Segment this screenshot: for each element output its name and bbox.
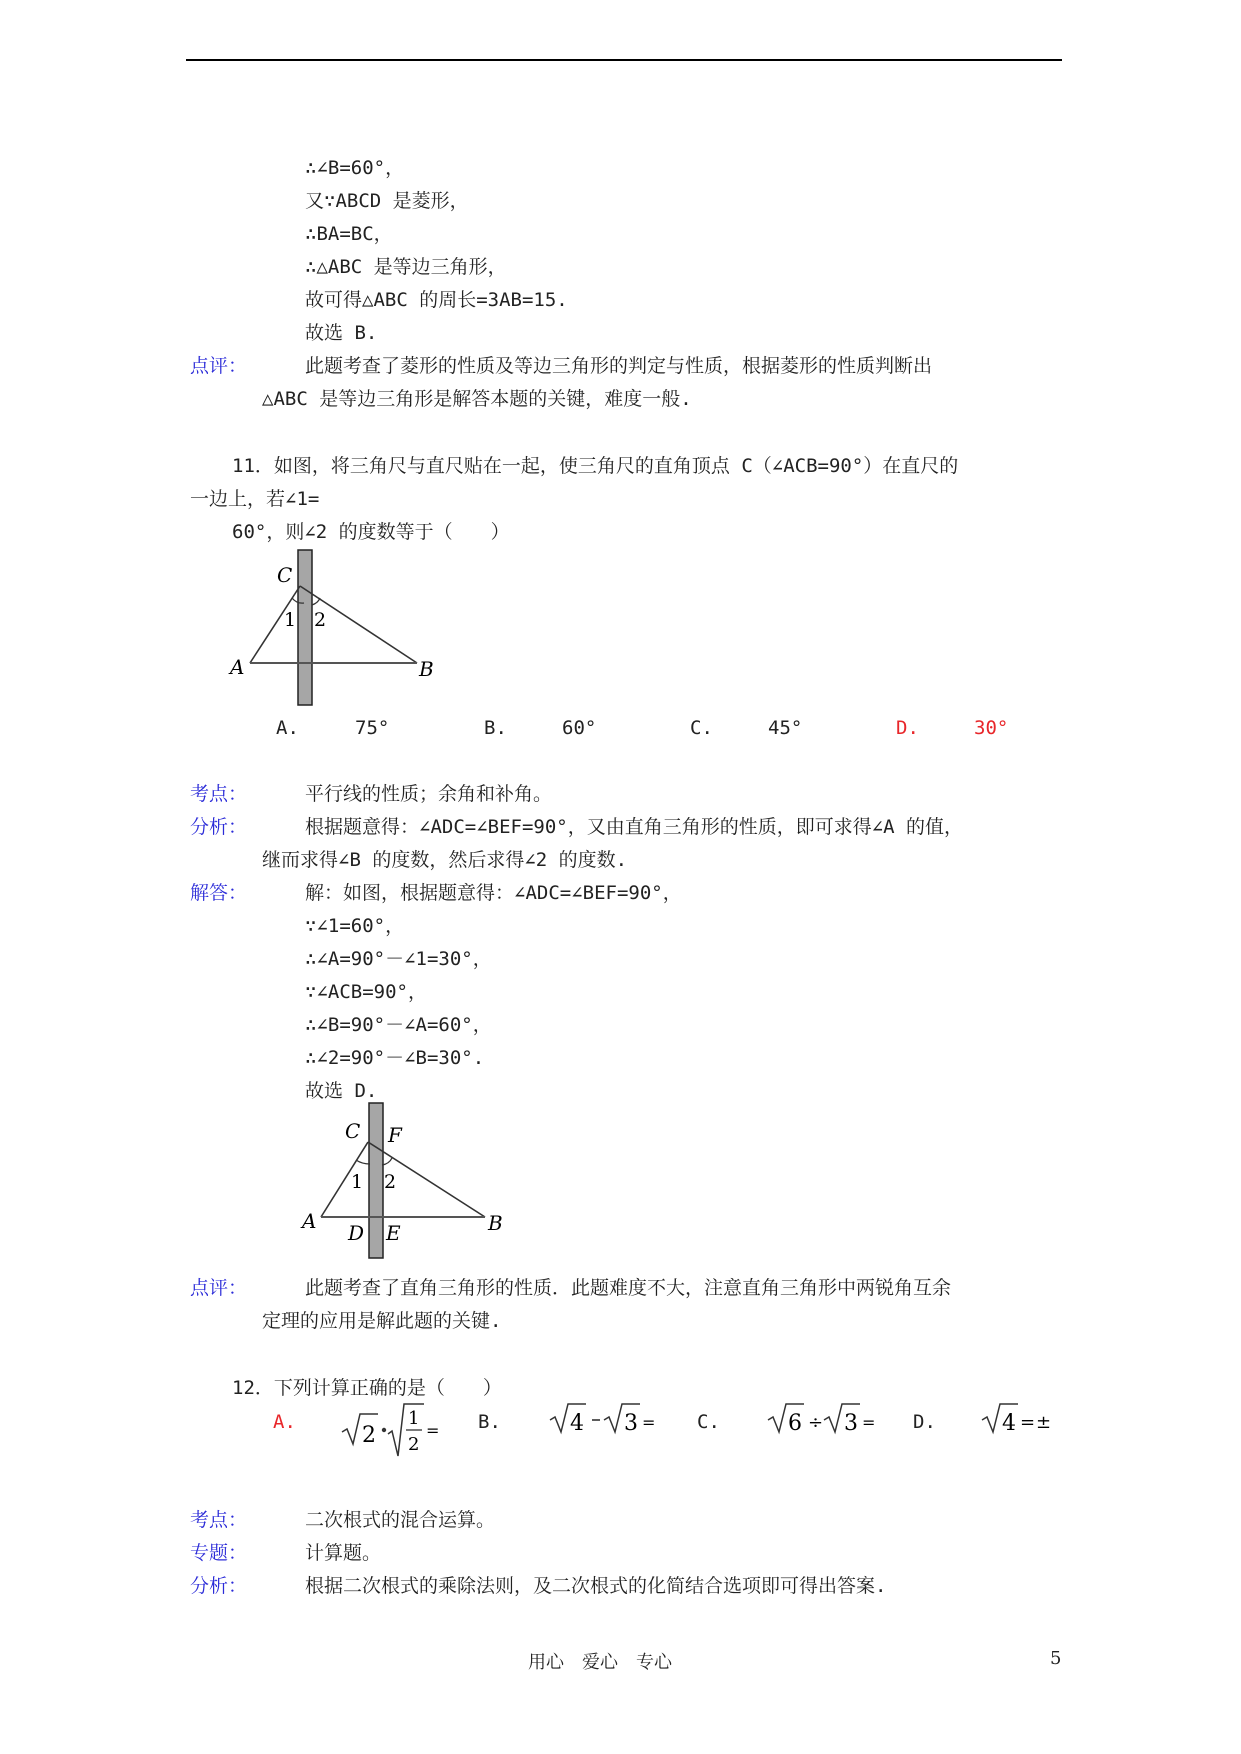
kaodian-text: 二次根式的混合运算。 (305, 1509, 496, 1531)
jieda-line: ∴∠A=90°－∠1=30°， (305, 948, 492, 970)
label-c: C (277, 563, 293, 587)
q12-option-b-letter: B. (478, 1411, 501, 1433)
jieda-line: 解：如图，根据题意得：∠ADC=∠BEF=90°， (305, 882, 682, 904)
q12-option-d-expression (980, 1400, 1060, 1440)
fenxi-label: 分析： (190, 816, 248, 838)
divide-sign: ÷ (808, 1412, 824, 1433)
denominator: 2 (408, 1434, 420, 1455)
radicand: 4 (1002, 1411, 1016, 1436)
fenxi-label: 分析： (190, 1575, 248, 1597)
label-c: C (345, 1119, 361, 1143)
fenxi-text: 继而求得∠B 的度数，然后求得∠2 的度数. (262, 849, 628, 871)
jieda-label: 解答： (190, 882, 248, 904)
label-angle-2: 2 (384, 1171, 397, 1193)
solution-line: 故选 B. (305, 322, 378, 344)
equals-sign: = (1020, 1412, 1036, 1433)
angle-1-arc (356, 1160, 370, 1164)
q12-option-a-letter: A. (273, 1411, 296, 1433)
jieda-line: 故选 D. (305, 1080, 378, 1102)
dot-operator (382, 1428, 386, 1432)
page-number: 5 (1050, 1648, 1062, 1669)
equals-sign: = (426, 1421, 440, 1440)
jieda-line: ∵∠1=60°， (305, 915, 405, 937)
equals-sign: = (862, 1413, 876, 1432)
numerator: 1 (408, 1408, 420, 1429)
jieda-line: ∵∠ACB=90°， (305, 981, 427, 1003)
q12-stem: 12．下列计算正确的是（ ） (232, 1377, 502, 1399)
zhuanti-text: 计算题。 (305, 1542, 382, 1564)
solution-line: 故可得△ABC 的周长=3AB=15. (305, 289, 568, 311)
label-b: B (419, 657, 434, 681)
q11-solution-figure (300, 1100, 525, 1275)
ruler-shape (369, 1103, 383, 1258)
q11-figure-triangle-ruler (225, 548, 450, 708)
radicand: 3 (844, 1411, 858, 1436)
q12-option-a-expression (340, 1400, 445, 1460)
solution-line: ∴BA=BC， (305, 223, 393, 245)
ruler-shape (298, 550, 312, 705)
option-a-value: 75° (355, 717, 390, 739)
radicand: 6 (788, 1411, 802, 1436)
label-f: F (388, 1123, 402, 1147)
label-angle-1: 1 (351, 1171, 364, 1193)
label-e: E (386, 1221, 401, 1245)
label-a: A (230, 655, 245, 679)
q11-stem: 一边上，若∠1= (190, 488, 320, 510)
jieda-line: ∴∠2=90°－∠B=30°. (305, 1047, 485, 1069)
q12-option-c-letter: C. (697, 1411, 720, 1433)
comment-text: △ABC 是等边三角形是解答本题的关键，难度一般. (262, 388, 692, 410)
header-rule (186, 59, 1062, 61)
equals-sign: = (642, 1413, 656, 1432)
label-b: B (488, 1211, 503, 1235)
solution-line: ∴△ABC 是等边三角形， (305, 256, 507, 278)
option-b-value: 60° (562, 717, 597, 739)
radicand: 2 (362, 1423, 376, 1448)
label-a: A (302, 1209, 317, 1233)
option-d-value: 30° (974, 717, 1009, 739)
kaodian-text: 平行线的性质；余角和补角。 (305, 783, 553, 805)
comment-text: 此题考查了直角三角形的性质．此题难度不大，注意直角三角形中两锐角互余 (305, 1277, 952, 1299)
comment-label: 点评： (190, 355, 248, 377)
q12-option-c-expression (766, 1400, 878, 1440)
comment-text: 此题考查了菱形的性质及等边三角形的判定与性质，根据菱形的性质判断出 (305, 355, 933, 377)
q11-stem: 60°，则∠2 的度数等于（ ） (232, 521, 510, 543)
plus-minus-sign: ± (1036, 1412, 1052, 1433)
jieda-line: ∴∠B=90°－∠A=60°， (305, 1014, 492, 1036)
comment-label: 点评： (190, 1277, 248, 1299)
radicand: 4 (570, 1411, 584, 1436)
fenxi-text: 根据二次根式的乘除法则，及二次根式的化简结合选项即可得出答案. (305, 1575, 887, 1597)
option-c-letter: C. (690, 717, 713, 739)
kaodian-label: 考点： (190, 1509, 248, 1531)
fenxi-text: 根据题意得：∠ADC=∠BEF=90°，又由直角三角形的性质，即可求得∠A 的值， (305, 816, 964, 838)
solution-line: ∴∠B=60°， (305, 157, 405, 179)
radicand: 3 (624, 1411, 638, 1436)
label-angle-2: 2 (314, 609, 327, 631)
q12-option-d-letter: D. (913, 1411, 936, 1433)
option-c-value: 45° (768, 717, 803, 739)
angle-2-arc (312, 598, 320, 605)
q11-stem: 11．如图，将三角尺与直尺贴在一起，使三角尺的直角顶点 C（∠ACB=90°）在直尺的 (232, 455, 959, 477)
option-d-letter: D. (896, 717, 919, 739)
footer-motto: 用心 爱心 专心 (528, 1652, 672, 1673)
label-angle-1: 1 (284, 609, 297, 631)
comment-text: 定理的应用是解此题的关键. (262, 1310, 502, 1332)
option-b-letter: B. (484, 717, 507, 739)
solution-line: 又∵ABCD 是菱形， (305, 190, 469, 212)
label-d: D (348, 1221, 365, 1245)
q12-option-b-expression (548, 1400, 658, 1440)
kaodian-label: 考点： (190, 783, 248, 805)
option-a-letter: A. (276, 717, 299, 739)
zhuanti-label: 专题： (190, 1542, 248, 1564)
